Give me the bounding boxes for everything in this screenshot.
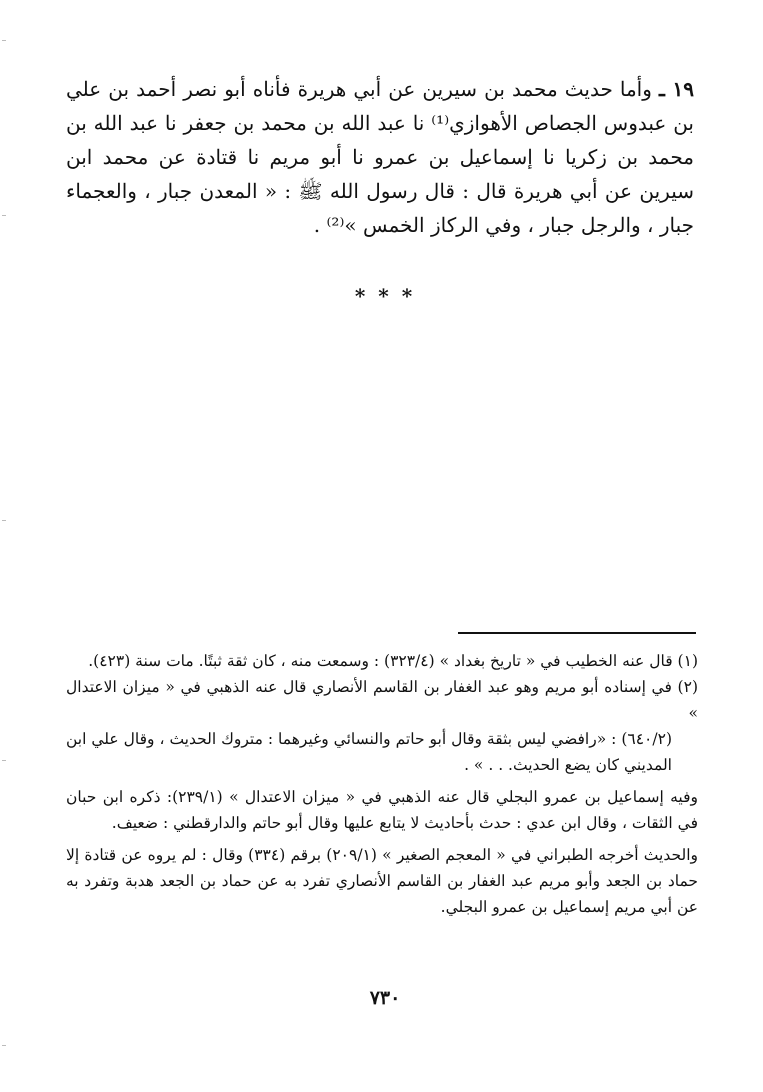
hadith-paragraph — [66, 72, 694, 242]
scan-edge-mark — [2, 215, 6, 216]
scan-edge-mark — [2, 760, 6, 761]
footnote-divider — [458, 632, 696, 634]
page-number: ٧٣٠ — [369, 987, 401, 1009]
hadith-number: ١٩ ـ — [658, 77, 695, 101]
footnote-2: (٢) في إسناده أبو مريم وهو عبد الغفار بن القاسم الأنصاري قال عنه الذهبي في « ميزان الاعتدال » — [66, 678, 698, 722]
scan-edge-mark — [2, 520, 6, 521]
footnote-1: (١) قال عنه الخطيب في « تاريخ بغداد » (٣٢٣/٤) : وسمعت منه ، كان ثقة ثبتًا. مات سنة (٤٢٣). — [88, 652, 698, 670]
scan-edge-mark — [2, 1045, 6, 1046]
footnote-2-paragraph-2: وفيه إسماعيل بن عمرو البجلي قال عنه الذهبي في « ميزان الاعتدال » (٢٣٩/١): ذكره ابن حبان في الثقات ، وقال ابن عدي : حدث بأحاديث لا يتابع عليها وقال أبو حاتم والدارقطني : ضعيف. — [66, 788, 698, 832]
main-text-block — [66, 72, 694, 242]
footnote-2-paragraph-3: والحديث أخرجه الطبراني في « المعجم الصغير » (٢٠٩/١) برقم (٣٣٤) وقال : لم يروه عن قتادة إلا حماد بن الجعد وأبو مريم عبد الغفار بن القاسم الأنصاري تفرد به عن حماد بن الجعد هدبة وتفرد به عن أبي مريم إسماعيل بن عمرو البجلي. — [66, 846, 698, 916]
section-separator: * * * — [354, 284, 416, 308]
scan-edge-mark — [2, 40, 6, 41]
footnotes-block — [66, 648, 698, 920]
footnote-2-continuation: (٦٤٠/٢) : «رافضي ليس بثقة وقال أبو حاتم والنسائي وغيرهما : متروك الحديث ، وقال علي ابن المديني كان يضع الحديث. . . » . — [66, 730, 672, 774]
hadith-body: وأما حديث محمد بن سيرين عن أبي هريرة فأناه أبو نصر أحمد بن علي بن عبدوس الجصاص الأهوازي⁽¹⁾ نا عبد الله بن محمد بن جعفر نا عبد الله بن محمد بن زكريا نا إسماعيل بن عمرو نا أبو مريم نا قتادة عن محمد ابن سيرين عن أبي هريرة قال : قال رسول الله ﷺ : « المعدن جبار ، والعجماء جبار ، والرجل جبار ، وفي الركاز الخمس »⁽²⁾ . — [66, 77, 695, 237]
